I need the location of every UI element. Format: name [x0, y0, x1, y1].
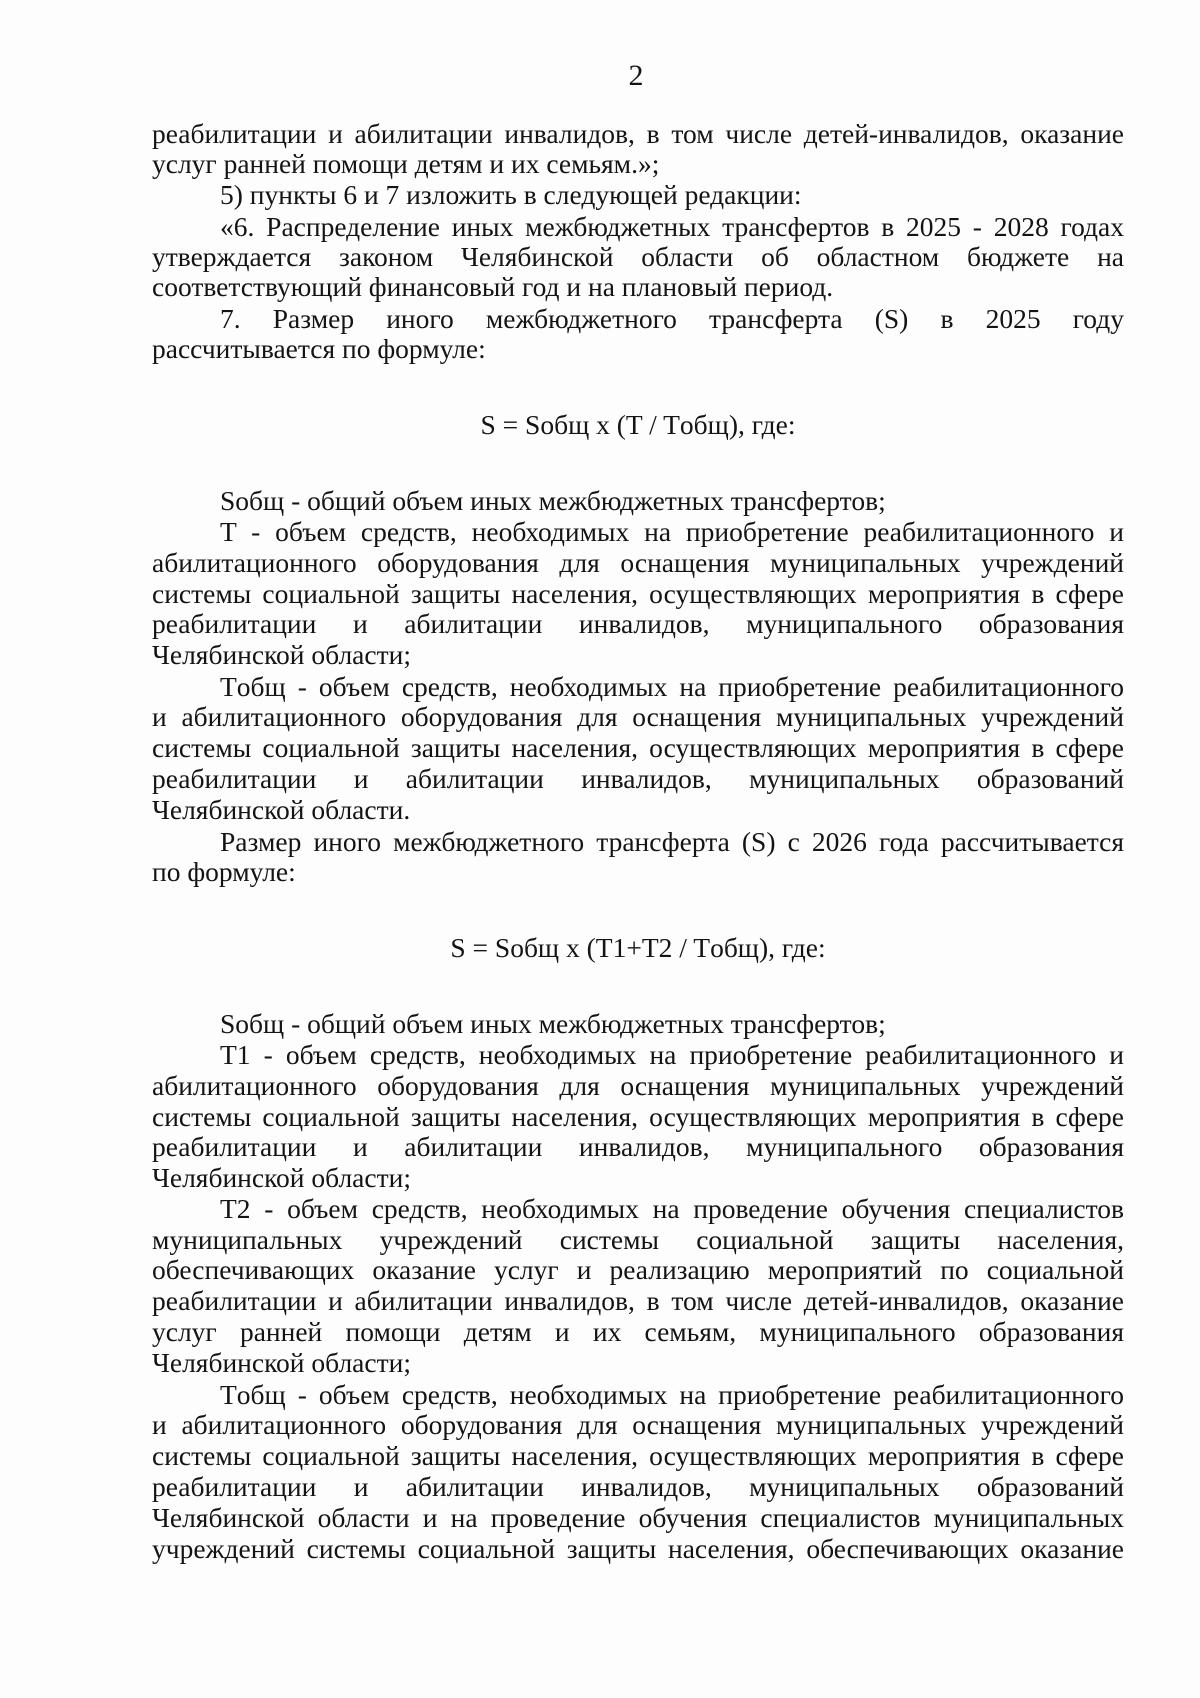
text-line: T - объем средств, необходимых на приобретение реабилитационного и — [220, 516, 1124, 547]
text-line: системы социальной защиты населения, осуществляющих мероприятия в сфере — [152, 732, 1124, 763]
text-line: системы социальной защиты населения, осуществляющих мероприятия в сфере — [152, 1440, 1124, 1471]
text-line: Челябинской области. — [152, 794, 411, 825]
text-line: абилитационного оборудования для оснащения муниципальных учреждений — [152, 1070, 1124, 1101]
text-line: реабилитации и абилитации инвалидов, муниципального образования — [152, 1131, 1124, 1162]
text-line: реабилитации и абилитации инвалидов, муниципального образования — [152, 608, 1124, 639]
text-line: системы социальной защиты населения, осуществляющих мероприятия в сфере — [152, 1101, 1124, 1132]
text-line: абилитационного оборудования для оснащения муниципальных учреждений — [152, 547, 1124, 578]
text-line: реабилитации и абилитации инвалидов, в том числе детей-инвалидов, оказание — [152, 1285, 1124, 1316]
text-line: 5) пункты 6 и 7 изложить в следующей редакции: — [220, 179, 802, 210]
text-line: T1 - объем средств, необходимых на приобретение реабилитационного и — [220, 1039, 1124, 1070]
text-line: Челябинской области; — [152, 639, 411, 670]
text-line: Tобщ - объем средств, необходимых на приобретение реабилитационного — [220, 671, 1124, 702]
page-number: 2 — [628, 59, 644, 92]
text-line: Челябинской области; — [152, 1347, 411, 1378]
text-line: утверждается законом Челябинской области об областном бюджете на — [152, 241, 1124, 272]
text-line: и абилитационного оборудования для оснащения муниципальных учреждений — [152, 1409, 1124, 1440]
text-line: Размер иного межбюджетного трансферта (S) с 2026 года рассчитывается — [220, 826, 1124, 857]
text-line: Челябинской области и на проведение обучения специалистов муниципальных — [152, 1502, 1124, 1533]
text-line: услуг ранней помощи детям и их семьям.»; — [152, 148, 660, 179]
text-line: Tобщ - объем средств, необходимых на приобретение реабилитационного — [220, 1379, 1124, 1410]
text-line: муниципальных учреждений системы социальной защиты населения, — [152, 1224, 1124, 1255]
text-line: T2 - объем средств, необходимых на проведение обучения специалистов — [220, 1193, 1124, 1224]
text-line: учреждений системы социальной защиты населения, обеспечивающих оказание — [152, 1533, 1124, 1564]
text-line: 7. Размер иного межбюджетного трансферта (S) в 2025 году — [220, 303, 1124, 334]
text-line: Sобщ - общий объем иных межбюджетных трансфертов; — [220, 485, 886, 516]
formula: S = Sобщ x (T / Tобщ), где: — [480, 409, 796, 440]
text-line: обеспечивающих оказание услуг и реализацию мероприятий по социальной — [152, 1254, 1124, 1285]
text-line: Челябинской области; — [152, 1162, 411, 1193]
text-line: и абилитационного оборудования для оснащения муниципальных учреждений — [152, 701, 1124, 732]
text-line: реабилитации и абилитации инвалидов, муниципальных образований — [152, 763, 1124, 794]
text-line: системы социальной защиты населения, осуществляющих мероприятия в сфере — [152, 578, 1124, 609]
text-line: услуг ранней помощи детям и их семьям, муниципального образования — [152, 1316, 1124, 1347]
text-line: соответствующий финансовый год и на плановый период. — [152, 271, 834, 302]
text-line: Sобщ - общий объем иных межбюджетных трансфертов; — [220, 1008, 886, 1039]
formula: S = Sобщ x (T1+T2 / Tобщ), где: — [450, 932, 826, 963]
text-line: рассчитывается по формуле: — [152, 333, 486, 364]
text-line: по формуле: — [152, 856, 296, 887]
text-line: реабилитации и абилитации инвалидов, в том числе детей-инвалидов, оказание — [152, 118, 1124, 149]
text-line: «6. Распределение иных межбюджетных трансфертов в 2025 - 2028 годах — [220, 211, 1124, 242]
text-line: реабилитации и абилитации инвалидов, муниципальных образований — [152, 1471, 1124, 1502]
